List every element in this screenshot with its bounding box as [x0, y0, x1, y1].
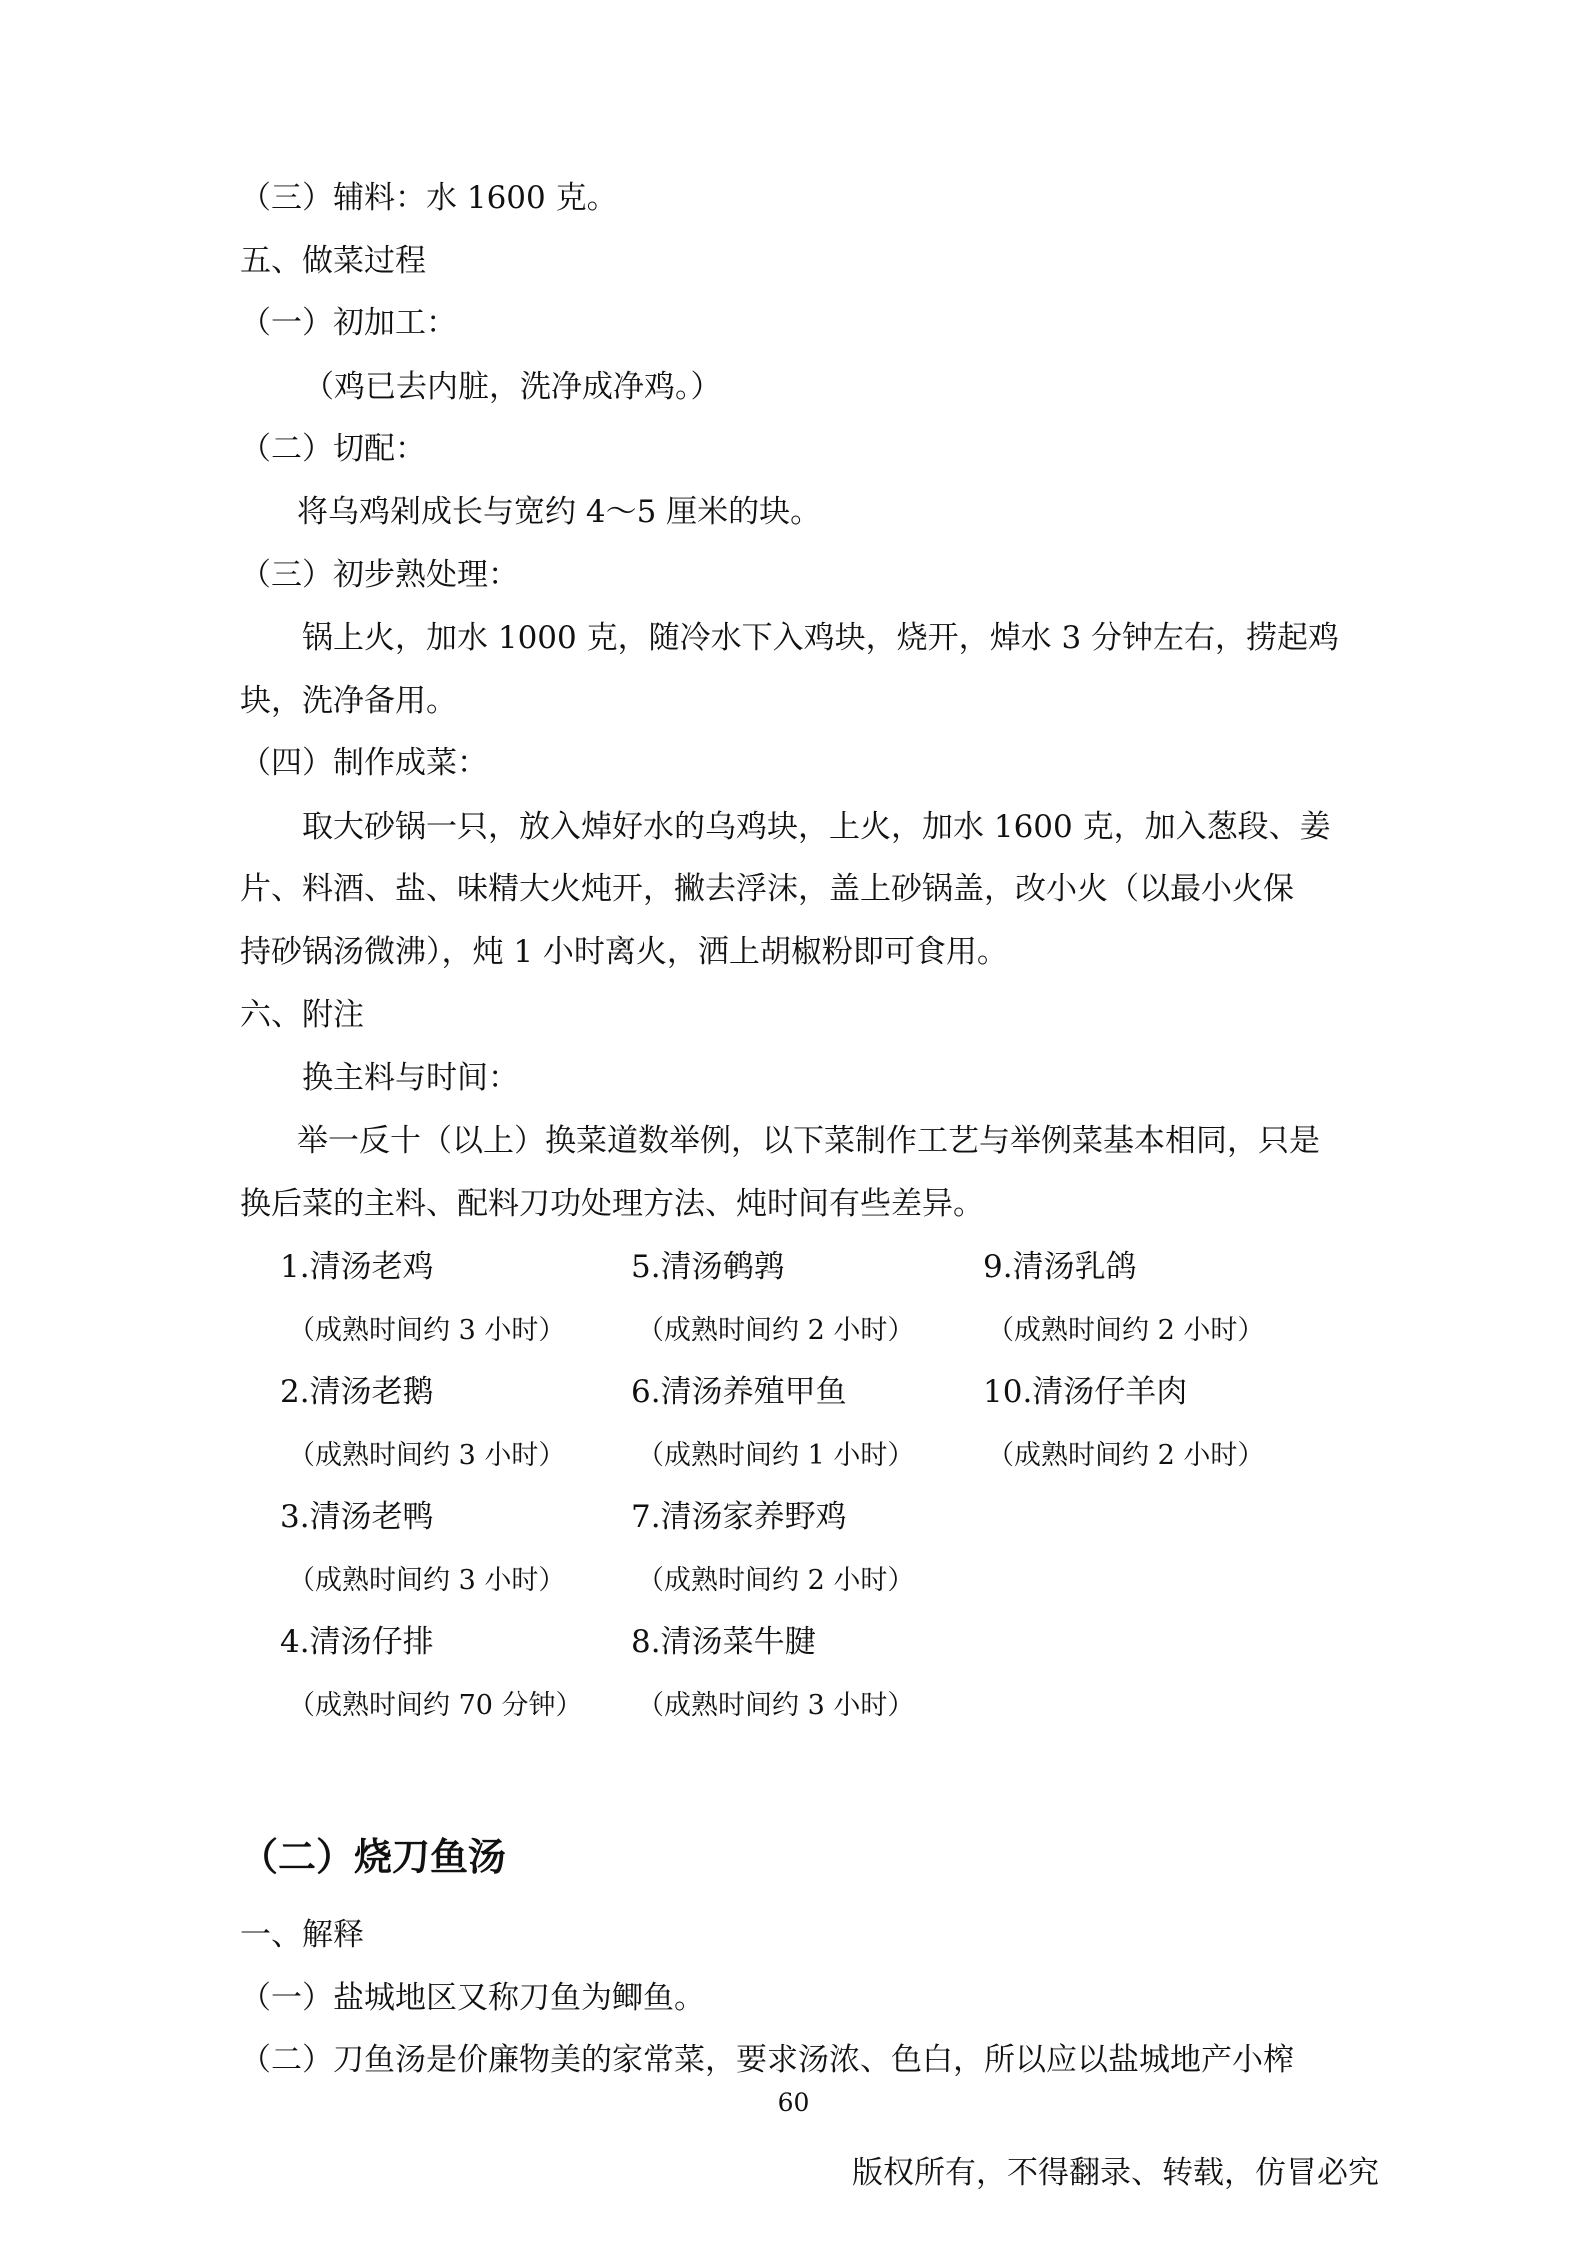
dish-name: 3.清汤老鸭	[280, 1499, 434, 1535]
text-line: 持砂锅汤微沸），炖 1 小时离火，洒上胡椒粉即可食用。	[240, 934, 1008, 970]
text-line: 举一反十（以上）换菜道数举例，以下菜制作工艺与举例菜基本相同，只是	[297, 1123, 1320, 1159]
text-line: （一）初加工：	[240, 305, 457, 341]
dish-time: （成熟时间约 1 小时）	[637, 1440, 915, 1471]
text-line: 换后菜的主料、配料刀功处理方法、炖时间有些差异。	[240, 1186, 984, 1222]
text-line: （四）制作成菜：	[240, 745, 488, 781]
text-line: 片、料酒、盐、味精大火炖开，撇去浮沫，盖上砂锅盖，改小火（以最小火保	[240, 871, 1294, 907]
text-line: 块，洗净备用。	[240, 683, 457, 719]
text-line: 将乌鸡剁成长与宽约 4～5 厘米的块。	[297, 494, 822, 530]
heading-line: 五、做菜过程	[240, 243, 426, 279]
text-line: 锅上火，加水 1000 克，随冷水下入鸡块，烧开，焯水 3 分钟左右，捞起鸡	[302, 620, 1340, 656]
dish-time: （成熟时间约 2 小时）	[987, 1440, 1265, 1471]
dish-time: （成熟时间约 3 小时）	[288, 1440, 566, 1471]
dish-time: （成熟时间约 2 小时）	[987, 1315, 1265, 1346]
dish-time: （成熟时间约 2 小时）	[637, 1315, 915, 1346]
dish-name: 5.清汤鹌鹑	[631, 1249, 785, 1285]
dish-time: （成熟时间约 70 分钟）	[288, 1690, 583, 1721]
heading-line: 六、附注	[240, 997, 364, 1033]
dish-name: 10.清汤仔羊肉	[983, 1374, 1188, 1410]
text-line: 换主料与时间：	[302, 1060, 519, 1096]
text-line: （三）辅料：水 1600 克。	[240, 180, 618, 216]
text-line: （一）盐城地区又称刀鱼为鲫鱼。	[240, 1980, 705, 2016]
copyright-notice: 版权所有，不得翻录、转载，仿冒必究	[852, 2155, 1379, 2191]
text-line: 取大砂锅一只，放入焯好水的乌鸡块，上火，加水 1600 克，加入葱段、姜	[302, 809, 1331, 845]
dish-name: 4.清汤仔排	[280, 1624, 434, 1660]
dish-name: 2.清汤老鹅	[280, 1374, 434, 1410]
dish-name: 9.清汤乳鸽	[983, 1249, 1137, 1285]
dish-time: （成熟时间约 3 小时）	[288, 1315, 566, 1346]
dish-name: 8.清汤菜牛腱	[631, 1624, 816, 1660]
text-line: （鸡已去内脏，洗净成净鸡。）	[303, 369, 722, 405]
section-title: （二）烧刀鱼汤	[240, 1835, 507, 1879]
text-line: （二）切配：	[240, 431, 426, 467]
dish-time: （成熟时间约 3 小时）	[637, 1690, 915, 1721]
dish-time: （成熟时间约 3 小时）	[288, 1565, 566, 1596]
text-line: （三）初步熟处理：	[240, 557, 519, 593]
heading-line: 一、解释	[240, 1917, 364, 1953]
dish-name: 6.清汤养殖甲鱼	[631, 1374, 847, 1410]
dish-time: （成熟时间约 2 小时）	[637, 1565, 915, 1596]
text-line: （二）刀鱼汤是价廉物美的家常菜，要求汤浓、色白，所以应以盐城地产小榨	[240, 2042, 1294, 2078]
dish-name: 1.清汤老鸡	[280, 1249, 434, 1285]
dish-name: 7.清汤家养野鸡	[631, 1499, 847, 1535]
page-number: 60	[777, 2088, 810, 2117]
